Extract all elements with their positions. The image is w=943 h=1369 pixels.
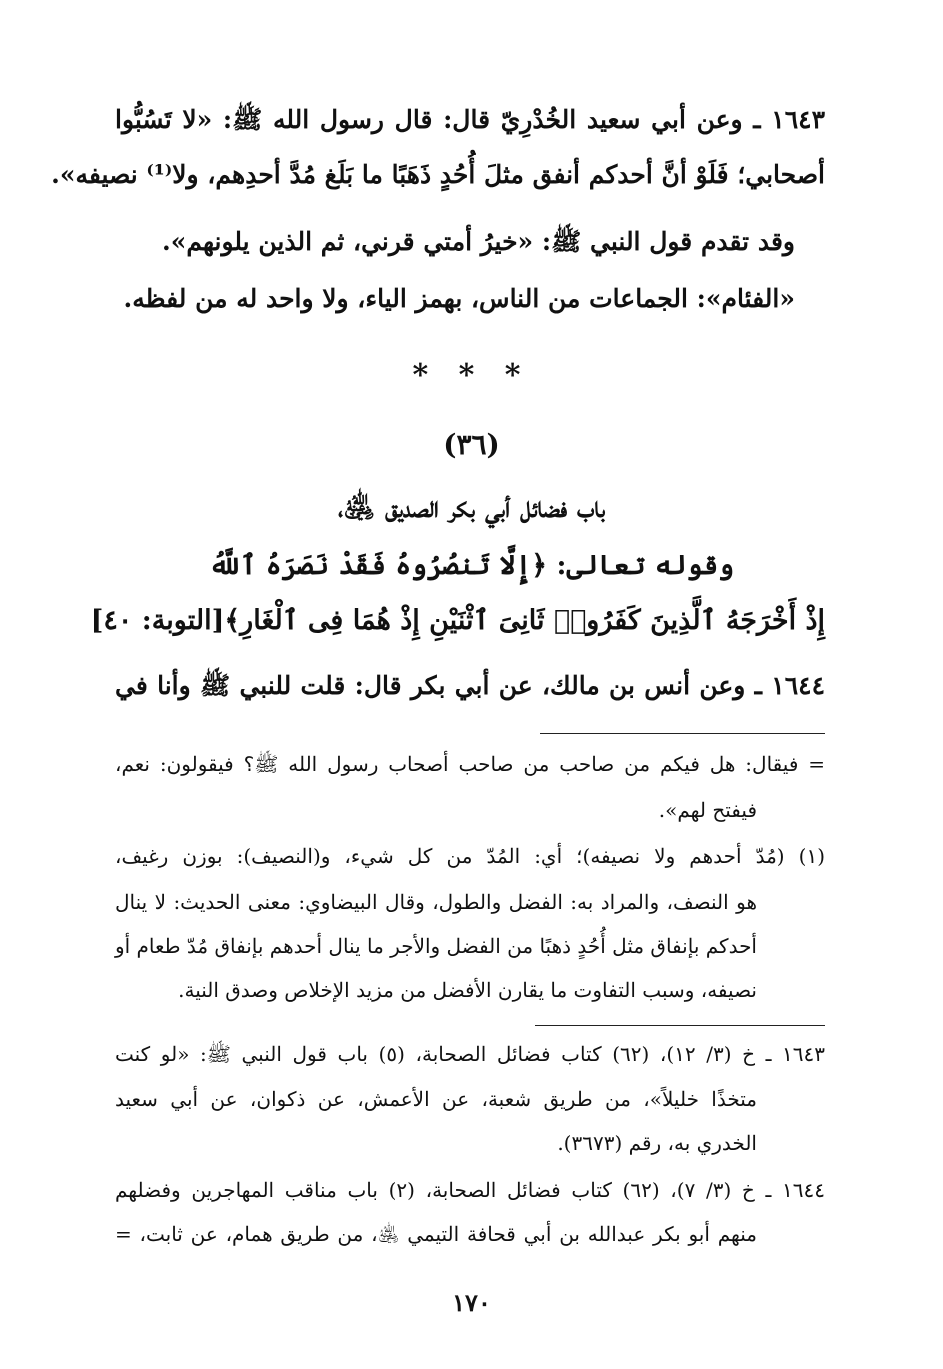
chapter-title: باب فضائل أبي بكر الصديق ﵁، — [337, 490, 606, 524]
takhrij-1643-line-2: متخذًا خليلاً»، من طريق شعبة، عن الأعمش، عن ذكوان، عن أبي سعيد — [115, 1087, 757, 1111]
footnote-continuation-line-1: = فيقال: هل فيكم من صاحب من صاحب أصحاب رسول الله ﷺ؟ فيقولون: نعم، — [115, 752, 825, 776]
footnote-continuation-line-2: فيفتح لهم». — [658, 798, 757, 822]
takhrij-divider — [535, 1025, 825, 1026]
footnote-1-line-2: هو النصف، والمراد به: الفضل والطول، وقال البيضاوي: معنى الحديث: لا ينال — [115, 890, 757, 914]
verse-intro: وقوله تعالى: ﴿إِلَّا تَنصُرُوهُ فَقَدْ نَصَرَهُ ٱللَّهُ — [208, 550, 735, 581]
verse-quran: إِذْ أَخْرَجَهُ ٱلَّذِينَ كَفَرُوا۟ ثَانِىَ ٱثْنَيْنِ إِذْ هُمَا فِى ٱلْغَارِ﴾[التوبة: ٤٠] — [90, 605, 825, 636]
footnote-1-line-4: نصيفه، وسبب التفاوت ما يقارن الأفضل من مزيد الإخلاص وصدق النية. — [178, 978, 757, 1002]
takhrij-1643-line-3: الخدري به، رقم (٣٦٧٣). — [557, 1131, 757, 1155]
takhrij-1643-line-1: ١٦٤٣ ـ خ (٣/ ١٢)، (٦٢) كتاب فضائل الصحابة، (٥) باب قول النبي ﷺ: «لو كنت — [115, 1042, 825, 1066]
footnote-1-line-1: (١) (مُدّ أحدهم ولا نصيفه)؛ أي: المُدّ من كل شيء، و(النصيف): بوزن رغيف، — [115, 844, 825, 868]
commentary-line-2: «الفئام»: الجماعات من الناس، بهمز الياء، ولا واحد له من لفظه. — [123, 284, 795, 313]
footnote-1-line-3: أحدكم بإنفاق مثل أُحُدٍ ذهبًا من الفضل والأجر ما ينال أحدهم بإنفاق مُدّ طعام أو — [114, 934, 757, 958]
takhrij-1644-line-1: ١٦٤٤ ـ خ (٣/ ٧)، (٦٢) كتاب فضائل الصحابة، (٢) باب مناقب المهاجرين وفضلهم — [115, 1178, 825, 1202]
commentary-line-1: وقد تقدم قول النبي ﷺ: «خيرُ أمتي قرني، ثم الذين يلونهم». — [162, 227, 795, 256]
page-number: ١٧٠ — [452, 1288, 491, 1317]
hadith-1644-line-1: ١٦٤٤ ـ وعن أنس بن مالك، عن أبي بكر قال: قلت للنبي ﷺ وأنا في — [115, 671, 825, 700]
chapter-number: (٣٦) — [443, 428, 500, 461]
section-separator: * * * — [412, 358, 531, 393]
footnote-divider — [540, 733, 825, 734]
hadith-1643-line-2: أصحابي؛ فَلَوْ أنَّ أحدكم أنفق مثلَ أُحُدٍ ذَهَبًا ما بَلَغ مُدَّ أحدِهم، ولا⁽¹⁾ نصيفه». — [51, 160, 825, 189]
hadith-1643-line-1: ١٦٤٣ ـ وعن أبي سعيد الخُدْرِيّ قال: قال رسول الله ﷺ: «لا تَسُبُّوا — [115, 105, 825, 134]
takhrij-1644-line-2: منهم أبو بكر عبدالله بن أبي قحافة التيمي ﵁، من طريق همام، عن ثابت، = — [115, 1222, 757, 1246]
